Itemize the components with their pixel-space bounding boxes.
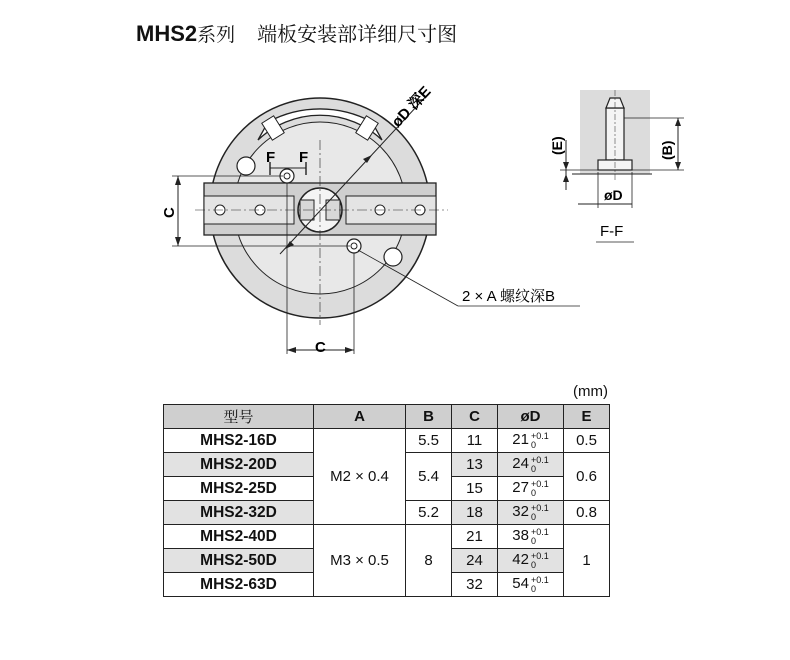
dimension-table [163, 404, 610, 597]
cell-model: MHS2-25D [164, 477, 314, 501]
section-caption: F-F [600, 223, 624, 240]
header-model: 型号 [164, 405, 314, 429]
section-b-arrow-bottom [675, 162, 681, 170]
cell-d: 21 +0.1 0 [498, 429, 564, 453]
cell-model: MHS2-32D [164, 501, 314, 525]
table-row [164, 429, 610, 453]
header-d: øD [498, 405, 564, 429]
cell-c: 32 [452, 573, 498, 597]
cell-c: 15 [452, 477, 498, 501]
cell-c: 13 [452, 453, 498, 477]
section-e-arrow-top [563, 162, 569, 170]
cell-d: 54 +0.1 0 [498, 573, 564, 597]
cell-e: 1 [564, 525, 610, 597]
cell-d: 24 +0.1 0 [498, 453, 564, 477]
label-od-depth-e: øD 深E [388, 83, 435, 131]
cell-e: 0.6 [564, 453, 610, 501]
cell-a: M2 × 0.4 [314, 429, 406, 525]
header-b: B [406, 405, 452, 429]
dim-c-arrow-right [345, 347, 354, 353]
label-thread: 2 × A 螺纹深B [462, 288, 555, 305]
header-c: C [452, 405, 498, 429]
cell-model: MHS2-63D [164, 573, 314, 597]
section-label-od: øD [604, 187, 623, 203]
section-label-b: (B) [659, 140, 675, 160]
title-series: 系列 [197, 24, 236, 46]
dim-c-arrow-left [287, 347, 296, 353]
cell-e: 0.5 [564, 429, 610, 453]
cell-model: MHS2-50D [164, 549, 314, 573]
label-f-left: F [266, 149, 276, 166]
cell-d: 42 +0.1 0 [498, 549, 564, 573]
title-model: MHS2 [136, 21, 198, 46]
section-e-arrow-bottom [563, 174, 569, 182]
bolt-hole-lower-right [384, 248, 402, 266]
dim-c-arrow-bottom [175, 237, 181, 246]
cell-model: MHS2-40D [164, 525, 314, 549]
cell-c: 21 [452, 525, 498, 549]
cell-a: M3 × 0.5 [314, 525, 406, 597]
cell-b: 5.2 [406, 501, 452, 525]
cell-d: 32 +0.1 0 [498, 501, 564, 525]
header-a: A [314, 405, 406, 429]
table-row [164, 525, 610, 549]
label-f-right: F [299, 149, 309, 166]
section-b-arrow-top [675, 118, 681, 126]
cell-c: 11 [452, 429, 498, 453]
cell-e: 0.8 [564, 501, 610, 525]
label-c-vertical: C [161, 207, 178, 218]
cell-c: 24 [452, 549, 498, 573]
header-e: E [564, 405, 610, 429]
cell-c: 18 [452, 501, 498, 525]
label-c-horizontal: C [315, 339, 326, 356]
table-header-row [164, 405, 610, 429]
section-label-e: (E) [549, 136, 565, 155]
dim-c-arrow-top [175, 176, 181, 185]
cell-b: 8 [406, 525, 452, 597]
bolt-hole-upper-left [237, 157, 255, 175]
unit-label: (mm) [573, 383, 608, 400]
cell-model: MHS2-20D [164, 453, 314, 477]
title-subtitle: 端板安装部详细尺寸图 [257, 22, 458, 46]
cell-d: 38 +0.1 0 [498, 525, 564, 549]
cell-b: 5.4 [406, 453, 452, 501]
cell-b: 5.5 [406, 429, 452, 453]
cell-model: MHS2-16D [164, 429, 314, 453]
cell-d: 27 +0.1 0 [498, 477, 564, 501]
